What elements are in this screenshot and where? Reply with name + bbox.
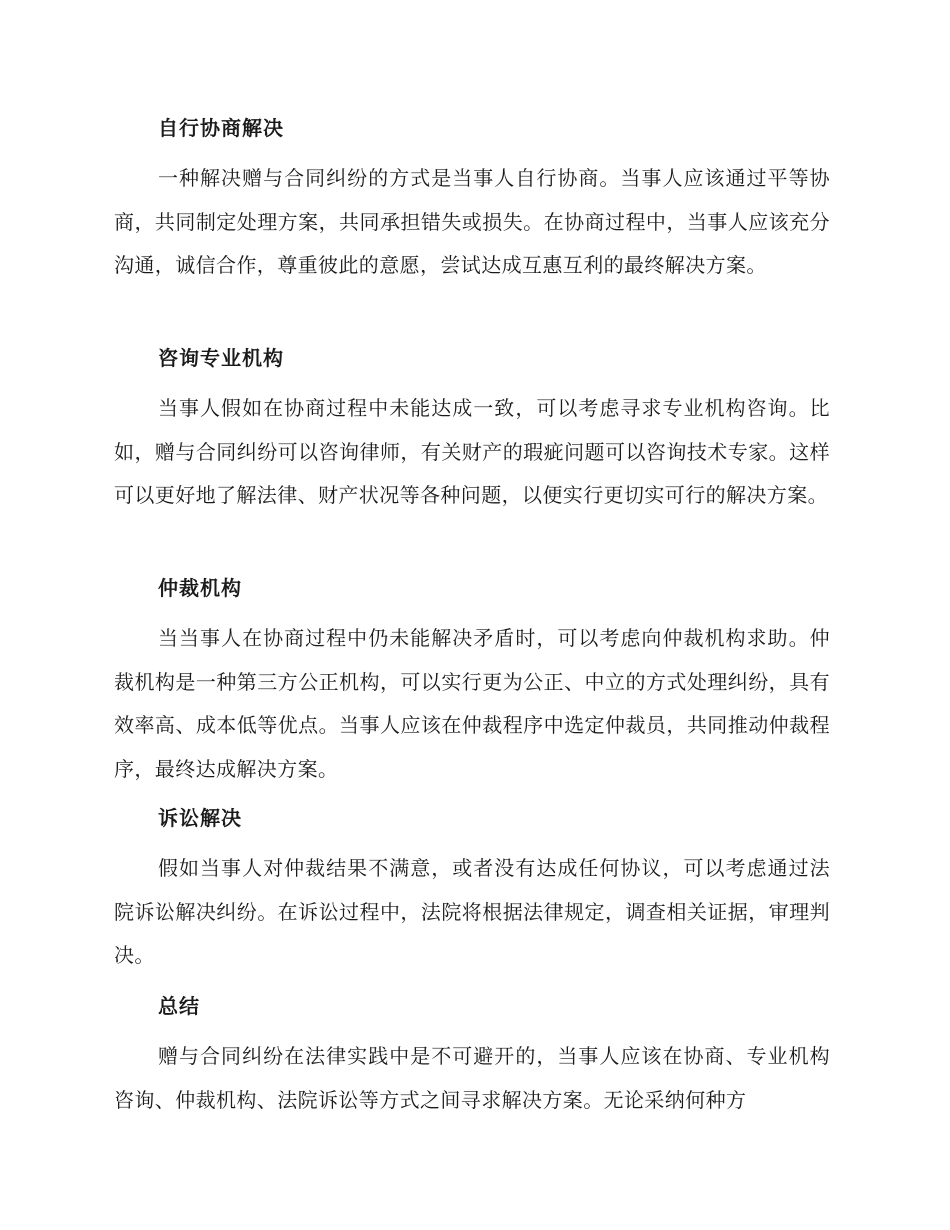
section-heading-litigation: 诉讼解决 — [158, 806, 242, 830]
section-body-consult: 当事人假如在协商过程中未能达成一致，可以考虑寻求专业机构咨询。比如，赠与合同纠纷可以咨询律师，有关财产的瑕疵问题可以咨询技术专家。这样可以更好地了解法律、财产状况等各种问题，以便实行更切实可行的解决方案。 — [114, 396, 830, 507]
section-heading-arbitration: 仲裁机构 — [158, 576, 242, 600]
section-body-negotiation: 一种解决赠与合同纠纷的方式是当事人自行协商。当事人应该通过平等协商，共同制定处理方案，共同承担错失或损失。在协商过程中，当事人应该充分沟通，诚信合作，尊重彼此的意愿，尝试达成互惠互利的最终解决方案。 — [114, 166, 830, 277]
section-heading-consult: 咨询专业机构 — [158, 346, 284, 370]
section-body-litigation: 假如当事人对仲裁结果不满意，或者没有达成任何协议，可以考虑通过法院诉讼解决纠纷。在诉讼过程中，法院将根据法律规定，调查相关证据，审理判决。 — [114, 856, 830, 967]
section-body-summary: 赠与合同纠纷在法律实践中是不可避开的，当事人应该在协商、专业机构咨询、仲裁机构、法院诉讼等方式之间寻求解决方案。无论采纳何种方 — [114, 1044, 830, 1112]
section-body-arbitration: 当当事人在协商过程中仍未能解决矛盾时，可以考虑向仲裁机构求助。仲裁机构是一种第三方公正机构，可以实行更为公正、中立的方式处理纠纷，具有效率高、成本低等优点。当事人应该在仲裁程序中选定仲裁员，共同推动仲裁程序，最终达成解决方案。 — [114, 626, 830, 781]
section-heading-negotiation: 自行协商解决 — [158, 116, 284, 140]
section-heading-summary: 总结 — [158, 994, 200, 1018]
